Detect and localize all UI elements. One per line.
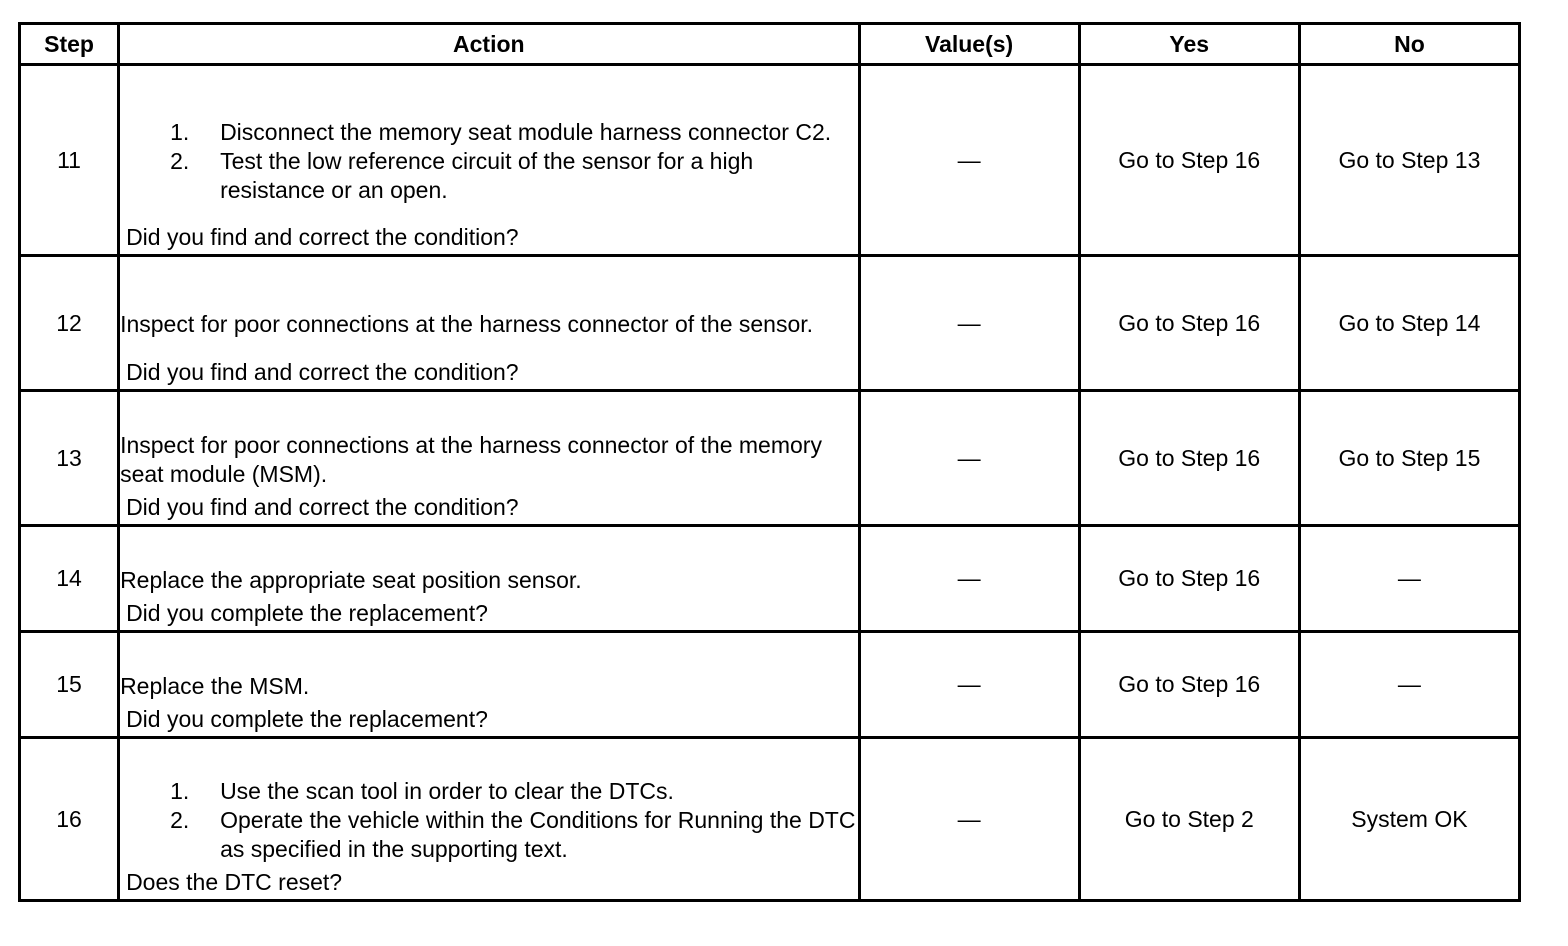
action-cell bbox=[119, 391, 859, 526]
table-row bbox=[20, 526, 1520, 632]
header-yes: Yes bbox=[1079, 24, 1299, 65]
step-number: 12 bbox=[20, 256, 119, 391]
header-action: Action bbox=[119, 24, 859, 65]
value-cell: — bbox=[859, 632, 1079, 738]
table-row bbox=[20, 65, 1520, 256]
list-item bbox=[170, 147, 857, 205]
no-cell: Go to Step 15 bbox=[1299, 391, 1519, 526]
yes-cell: Go to Step 16 bbox=[1079, 391, 1299, 526]
no-cell: System OK bbox=[1299, 738, 1519, 901]
list-number: 2. bbox=[170, 148, 190, 174]
step-number: 13 bbox=[20, 391, 119, 526]
action-text: Replace the MSM. bbox=[120, 672, 310, 699]
step-number: 11 bbox=[20, 65, 119, 256]
list-text: Operate the vehicle within the Conditions for Running the DTC as specified in the supporting text. bbox=[220, 807, 856, 862]
value-cell: — bbox=[859, 391, 1079, 526]
action-question: Did you complete the replacement? bbox=[126, 600, 488, 626]
header-no: No bbox=[1299, 24, 1519, 65]
list-number: 2. bbox=[170, 807, 190, 833]
table-row bbox=[20, 632, 1520, 738]
action-question: Did you find and correct the condition? bbox=[126, 224, 519, 250]
step-number: 16 bbox=[20, 738, 119, 901]
no-cell: Go to Step 13 bbox=[1299, 65, 1519, 256]
list-text: Disconnect the memory seat module harness connector C2. bbox=[220, 119, 832, 145]
list-text: Test the low reference circuit of the sensor for a high resistance or an open. bbox=[220, 148, 754, 203]
value-cell: — bbox=[859, 738, 1079, 901]
header-step: Step bbox=[20, 24, 119, 65]
action-text: Inspect for poor connections at the harness connector of the sensor. bbox=[120, 311, 814, 337]
yes-cell: Go to Step 16 bbox=[1079, 526, 1299, 632]
header-row bbox=[20, 24, 1520, 65]
action-cell bbox=[119, 65, 859, 256]
value-cell: — bbox=[859, 526, 1079, 632]
list-number: 1. bbox=[170, 778, 190, 804]
diagnostic-table bbox=[18, 22, 1521, 902]
action-text: Replace the appropriate seat position sensor. bbox=[120, 566, 582, 593]
yes-cell: Go to Step 16 bbox=[1079, 256, 1299, 391]
value-cell: — bbox=[859, 256, 1079, 391]
action-cell bbox=[119, 632, 859, 738]
table-row bbox=[20, 738, 1520, 901]
no-cell: — bbox=[1299, 632, 1519, 738]
no-cell: — bbox=[1299, 526, 1519, 632]
action-question: Did you find and correct the condition? bbox=[126, 359, 519, 385]
list-item bbox=[170, 806, 857, 864]
table-row bbox=[20, 391, 1520, 526]
action-cell bbox=[119, 526, 859, 632]
step-number: 15 bbox=[20, 632, 119, 738]
value-cell: — bbox=[859, 65, 1079, 256]
yes-cell: Go to Step 2 bbox=[1079, 738, 1299, 901]
action-list bbox=[120, 777, 857, 864]
action-cell bbox=[119, 738, 859, 901]
action-list bbox=[120, 118, 857, 205]
header-values: Value(s) bbox=[859, 24, 1079, 65]
yes-cell: Go to Step 16 bbox=[1079, 632, 1299, 738]
step-number: 14 bbox=[20, 526, 119, 632]
action-text: Inspect for poor connections at the harness connector of the memory seat module (MSM). bbox=[120, 431, 822, 487]
action-cell bbox=[119, 256, 859, 391]
list-text: Use the scan tool in order to clear the DTCs. bbox=[220, 778, 674, 804]
list-item bbox=[170, 118, 857, 147]
yes-cell: Go to Step 16 bbox=[1079, 65, 1299, 256]
action-question: Does the DTC reset? bbox=[126, 869, 343, 895]
action-question: Did you complete the replacement? bbox=[126, 706, 488, 732]
list-item bbox=[170, 777, 857, 806]
action-question: Did you find and correct the condition? bbox=[126, 494, 519, 520]
list-number: 1. bbox=[170, 119, 190, 145]
no-cell: Go to Step 14 bbox=[1299, 256, 1519, 391]
table-row bbox=[20, 256, 1520, 391]
